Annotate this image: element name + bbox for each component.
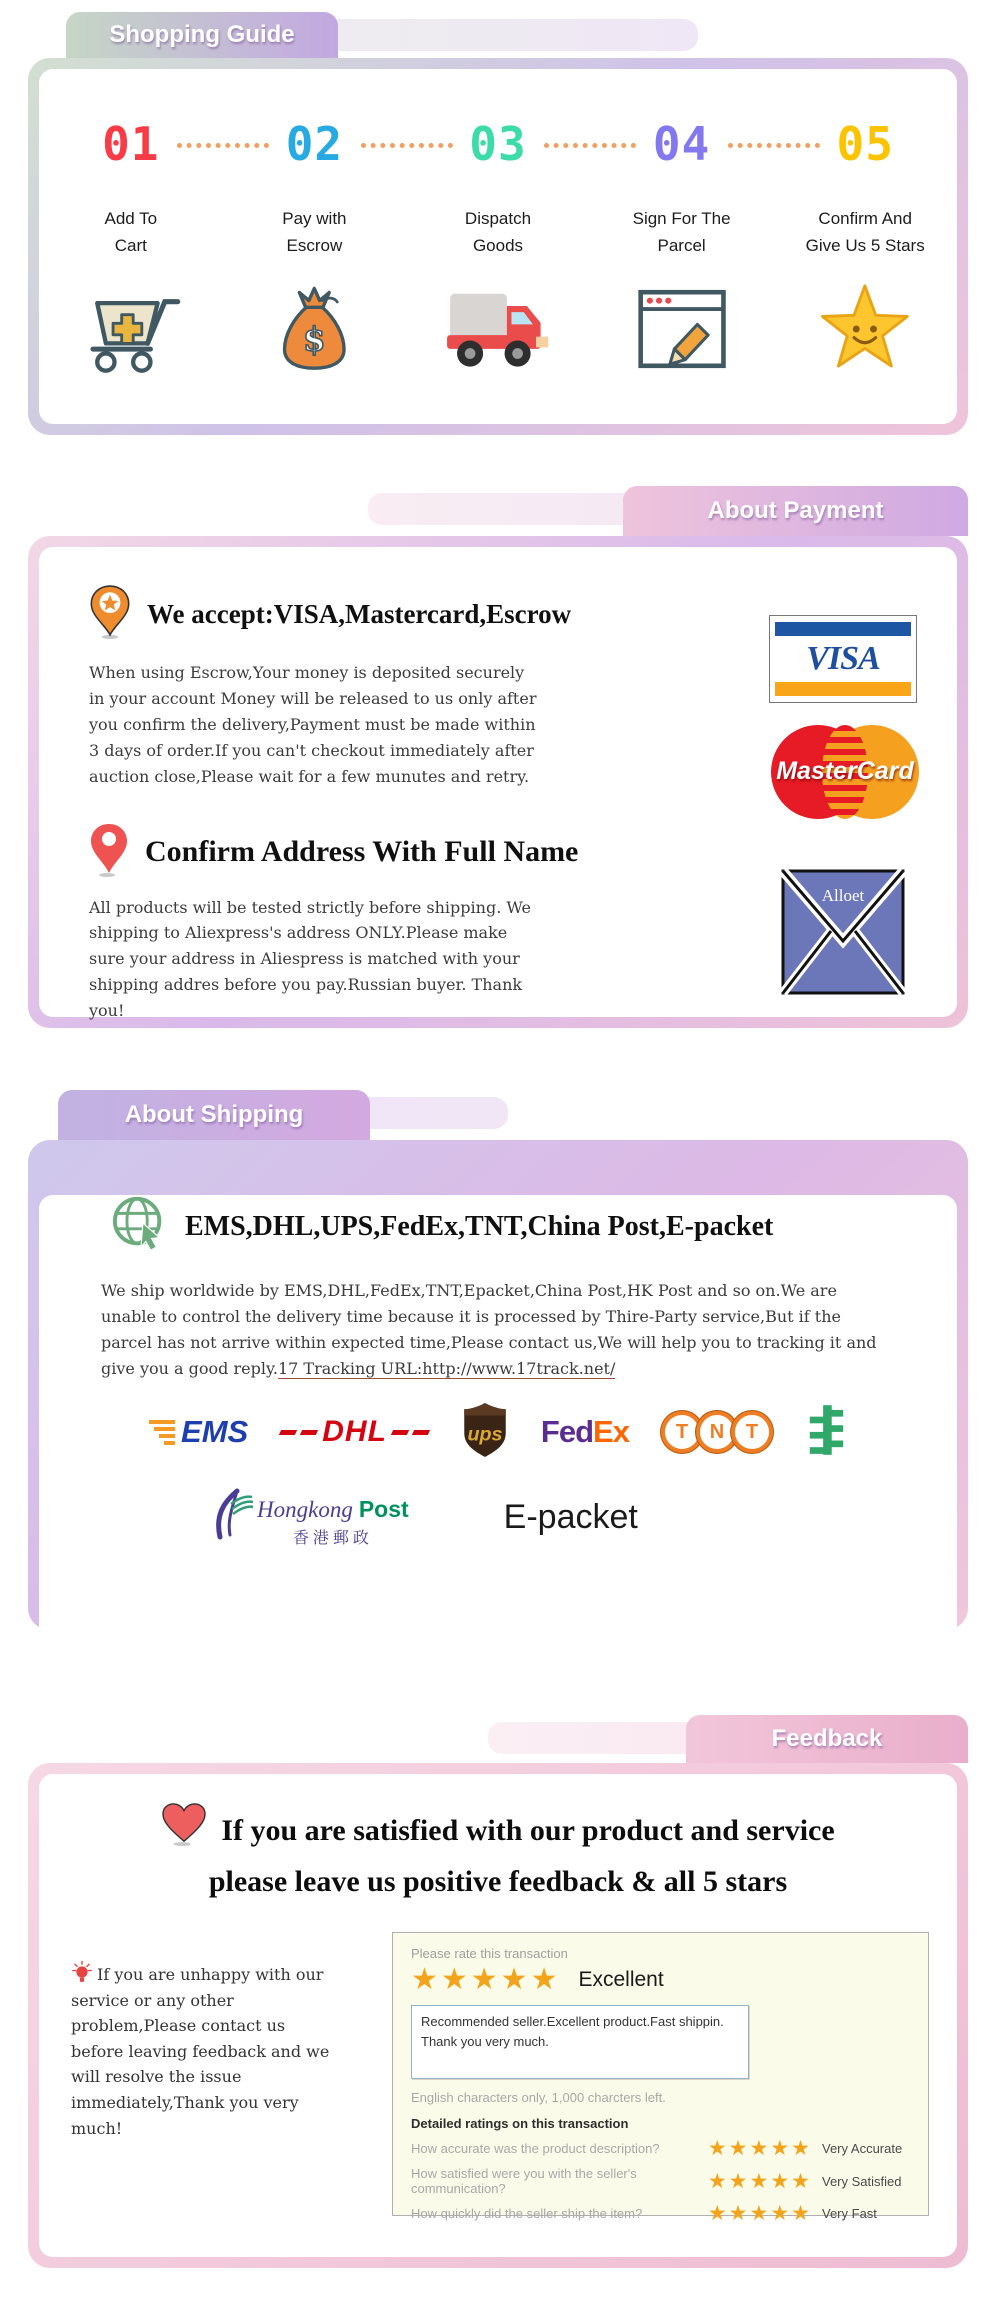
step-label-add-to-cart: Add To Cart	[104, 209, 158, 255]
feedback-heading-line1: If you are satisfied with our product and service	[221, 1814, 835, 1847]
smiling-star-icon	[773, 283, 957, 380]
hongkong-post-bird-icon	[207, 1487, 253, 1548]
we-accept-heading: We accept:VISA,Mastercard,Escrow	[147, 599, 572, 629]
tnt-logo: T N T	[661, 1411, 773, 1453]
signed-form-icon	[590, 283, 774, 380]
communication-stars[interactable]: ★★★★★	[707, 2169, 812, 2193]
step-numbers-row	[39, 69, 957, 169]
step-icons-row	[39, 283, 957, 380]
rating-row-shipping-speed: How quickly did the seller ship the item? ★★★★★ Very Fast	[411, 2202, 877, 2225]
about-shipping-title: About Shipping	[124, 1101, 304, 1128]
red-pin-icon	[89, 822, 129, 883]
truck-icon	[406, 283, 590, 380]
rate-transaction-label: Please rate this transaction	[411, 1946, 568, 1961]
carrier-logos-row-2	[207, 1487, 957, 1548]
characters-left-note: English characters only, 1,000 charcters left.	[411, 2090, 666, 2105]
cart-icon	[39, 283, 223, 380]
step-number-2: 02	[285, 117, 344, 171]
step-number-3: 03	[469, 117, 527, 171]
about-shipping-section	[28, 1090, 968, 1630]
overall-rating-stars[interactable]: ★★★★★	[411, 1963, 561, 1996]
ems-speed-lines	[149, 1420, 175, 1445]
shopping-guide-title: Shopping Guide	[109, 21, 295, 48]
hongkong-post-logo	[207, 1487, 409, 1548]
heart-icon	[161, 1802, 207, 1859]
orange-pin-star-icon	[89, 585, 131, 644]
about-payment-tab	[623, 486, 968, 536]
feedback-card	[28, 1763, 968, 2268]
carrier-logos-row	[39, 1402, 957, 1463]
money-bag-icon	[223, 283, 407, 380]
shipping-speed-stars[interactable]: ★★★★★	[707, 2202, 812, 2225]
shipping-paragraph: We ship worldwide by EMS,DHL,FedEx,TNT,Epacket,China Post,HK Post and so on.We are unable to control the delivery time because it is processed by Thire-Party service,But if the parcel has not arrive within expected time,Please contact us,We will help you to tracking it and give you a good reply.17 Tracking URL:http://www.17track.net/	[101, 1281, 877, 1378]
visa-blue-bar	[775, 622, 911, 636]
shopping-guide-tab	[66, 12, 338, 58]
mastercard-logo: MasterCard	[769, 721, 921, 823]
about-payment-title: About Payment	[707, 497, 884, 524]
step-label-confirm-5-stars: Confirm And Give Us 5 Stars	[805, 209, 925, 255]
unhappy-note: If you are unhappy with our service or any other problem,Please contact us before leaving feedback and we will resolve the issue immediately,Thank you very much!	[71, 1965, 330, 2138]
svg-text:ups: ups	[467, 1422, 503, 1445]
detailed-ratings-label: Detailed ratings on this transaction	[411, 2116, 629, 2131]
china-post-logo	[805, 1403, 847, 1462]
visa-orange-bar	[775, 682, 911, 696]
tracking-url-link[interactable]: 17 Tracking URL:http://www.17track.net/	[277, 1358, 616, 1378]
overall-rating-word: Excellent	[578, 1968, 664, 1991]
step-number-5: 05	[836, 117, 894, 171]
shipping-heading-row	[111, 1195, 957, 1258]
payment-text-column	[89, 585, 589, 1021]
step-connector-dots	[177, 143, 269, 148]
step-connector-dots	[544, 143, 636, 148]
hongkong-post-word: Post	[358, 1495, 409, 1522]
step-label-pay-with-escrow: Pay with Escrow	[282, 209, 347, 255]
step-number-4: 04	[652, 117, 711, 171]
visa-logo: VISA	[769, 615, 917, 703]
we-accept-heading-row	[89, 585, 589, 644]
ems-logo: EMS	[149, 1414, 248, 1450]
shipping-heading: EMS,DHL,UPS,FedEx,TNT,China Post,E-packet	[185, 1210, 774, 1242]
alert-bulb-icon	[71, 1965, 97, 1984]
about-payment-card	[28, 536, 968, 1028]
about-payment-section	[28, 486, 968, 1028]
escrow-paragraph: When using Escrow,Your money is deposited securely in your account Money will be released to us only after you confirm the delivery,Payment must be made within 3 days of order.If you can't checkout immediately after auction close,Please wait for a few munutes and retry.	[89, 663, 537, 786]
step-label-dispatch-goods: Dispatch Goods	[464, 209, 532, 255]
step-label-sign-for-parcel: Sign For The Parcel	[632, 209, 731, 255]
feedback-section	[28, 1715, 968, 2268]
step-connector-dots	[361, 143, 453, 148]
feedback-comment-textarea[interactable]: Recommended seller.Excellent product.Fast shippin. Thank you very much.	[411, 2005, 749, 2079]
ups-logo	[461, 1402, 509, 1463]
about-shipping-tab	[58, 1090, 370, 1140]
epacket-label: E-packet	[503, 1497, 638, 1536]
step-number-1: 01	[102, 117, 160, 171]
confirm-address-heading-row	[89, 822, 589, 883]
feedback-heading-line2: please leave us positive feedback & all 5 stars	[208, 1865, 788, 1898]
hongkong-post-chinese: 香港郵政	[292, 1529, 373, 1547]
shopping-guide-section	[28, 12, 968, 435]
envelope-icon	[781, 869, 921, 1000]
globe-cursor-icon	[111, 1195, 169, 1258]
feedback-form	[392, 1932, 929, 2225]
rating-row-accuracy: How accurate was the product description? ★★★★★ Very Accurate	[411, 2137, 903, 2160]
rating-row-communication: How satisfied were you with the seller's communication? ★★★★★ Very Satisfied	[411, 2166, 902, 2196]
dhl-logo: DHL	[280, 1415, 429, 1449]
hongkong-post-name: Hongkong	[257, 1496, 353, 1522]
accuracy-stars[interactable]: ★★★★★	[707, 2137, 812, 2160]
payment-logos-column	[769, 585, 921, 1017]
about-shipping-card	[28, 1140, 968, 1630]
fedex-logo: FedEx	[540, 1414, 629, 1450]
feedback-tab	[686, 1715, 968, 1763]
shopping-guide-card	[28, 58, 968, 435]
address-paragraph: All products will be tested strictly before shipping. We shipping to Aliexpress's address ONLY.Please make sure your address in Aliespress is matched with your shipping addres before you pay.Russian buyer. Thank you!	[89, 897, 531, 1021]
feedback-title: Feedback	[771, 1725, 883, 1752]
step-labels-row	[39, 205, 957, 259]
feedback-heading	[67, 1802, 929, 1904]
svg-text:$: $	[303, 320, 326, 359]
step-connector-dots	[728, 143, 820, 148]
envelope-seller-name: Alloet	[821, 886, 865, 905]
confirm-address-heading: Confirm Address With Full Name	[145, 835, 579, 869]
